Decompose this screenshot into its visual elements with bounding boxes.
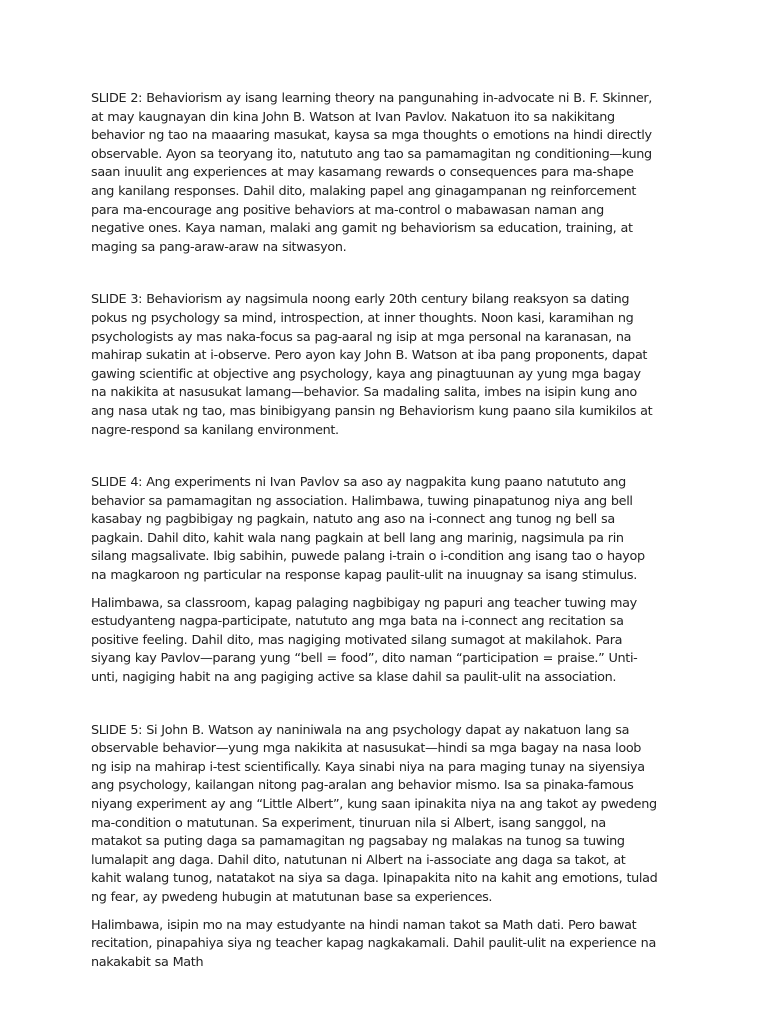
slide-4-example-paragraph: Halimbawa, sa classroom, kapag palaging nagbibigay ng papuri ang teacher tuwing may estudyanteng nagpa-participate, natututo ang mga bata na i-connect ang recitation sa positive feeling. Dahil dito, mas nagiging motivated silang sumagot at makilahok. Para siyang kay Pavlov—parang yung “bell = food”, dito naman “participation = praise.” Unti-unti, nagiging habit na ang pagiging active sa klase dahil sa paulit-ulit na association. xyxy=(91,595,638,686)
paragraph-spacer xyxy=(91,688,659,722)
slide-5-example-paragraph: Halimbawa, isipin mo na may estudyante na hindi naman takot sa Math dati. Pero bawat recitation, pinapahiya siya ng teacher kapag nagkakamali. Dahil paulit-ulit na experience na nakakabit sa Math xyxy=(91,917,656,970)
slide-2-paragraph: SLIDE 2: Behaviorism ay isang learning theory na pangunahing in-advocate ni B. F. Skinner, at may kaugnayan din kina John B. Watson at Ivan Pavlov. Nakatuon ito sa nakikitang behavior ng tao na maaaring masukat, kaysa sa mga thoughts o emotions na hindi directly observable. Ayon sa teoryang ito, natututo ang tao sa pamamagitan ng conditioning—kung saan inuulit ang experiences at may kasamang rewards o consequences para ma-shape ang kanilang responses. Dahil dito, malaking papel ang ginagampanan ng reinforcement para ma-encourage ang positive behaviors at ma-control o mabawasan naman ang negative ones. Kaya naman, malaki ang gamit ng behaviorism sa education, training, at maging sa pang-araw-araw na sitwasyon. xyxy=(91,91,653,255)
slide-3-paragraph: SLIDE 3: Behaviorism ay nagsimula noong early 20th century bilang reaksyon sa dating pokus ng psychology sa mind, introspection, at inner thoughts. Noon kasi, karamihan ng psychologists ay mas naka-focus sa pag-aaral ng isip at mga personal na karanasan, na mahirap sukatin at i-observe. Pero ayon kay John B. Watson at iba pang proponents, dapat gawing scientific at objective ang psychology, kaya ang pinagtuunan ay yung mga bagay na nakikita at nasusukat lamang—behavior. Sa madaling salita, imbes na isipin kung ano ang nasa utak ng tao, mas binibigyang pansin ng Behaviorism kung paano sila kumikilos at nagre-respond sa kanilang environment. xyxy=(91,292,653,438)
slide-5-paragraph: SLIDE 5: Si John B. Watson ay naniniwala na ang psychology dapat ay nakatuon lang sa observable behavior—yung mga nakikita at nasusukat—hindi sa mga bagay na nasa loob ng isip na mahirap i-test scientifically. Kaya sinabi niya na para maging tunay na siyensiya ang psychology, kailangan nitong pag-aralan ang behavior mismo. Isa sa pinaka-famous niyang experiment ay ang “Little Albert”, kung saan ipinakita niya na ang takot ay pwedeng ma-condition o matutunan. Sa experiment, tinuruan nila si Albert, isang sanggol, na matakot sa puting daga sa pamamagitan ng pagsabay ng malakas na tunog sa tuwing lumalapit ang daga. Dahil dito, natutunan ni Albert na i-associate ang daga sa takot, at kahit walang tunog, natatakot na siya sa daga. Ipinapakita nito na kahit ang emotions, tulad ng fear, ay pwedeng hubugin at matutunan base sa experiences. xyxy=(91,722,658,905)
slide-4-paragraph: SLIDE 4: Ang experiments ni Ivan Pavlov sa aso ay nagpakita kung paano natututo ang behavior sa pamamagitan ng association. Halimbawa, tuwing pinapatunog niya ang bell kasabay ng pagbibigay ng pagkain, natuto ang aso na i-connect ang tunog ng bell sa pagkain. Dahil dito, kahit wala nang pagkain at bell lang ang marinig, nagsimula pa rin silang magsalivate. Ibig sabihin, puwede palang i-train o i-condition ang isang tao o hayop na magkaroon ng particular na response kapag paulit-ulit na inuugnay sa isang stimulus. xyxy=(91,475,645,584)
document-page xyxy=(91,90,659,972)
paragraph-spacer xyxy=(91,586,659,595)
paragraph-spacer xyxy=(91,908,659,917)
paragraph-spacer xyxy=(91,257,659,291)
paragraph-spacer xyxy=(91,440,659,474)
